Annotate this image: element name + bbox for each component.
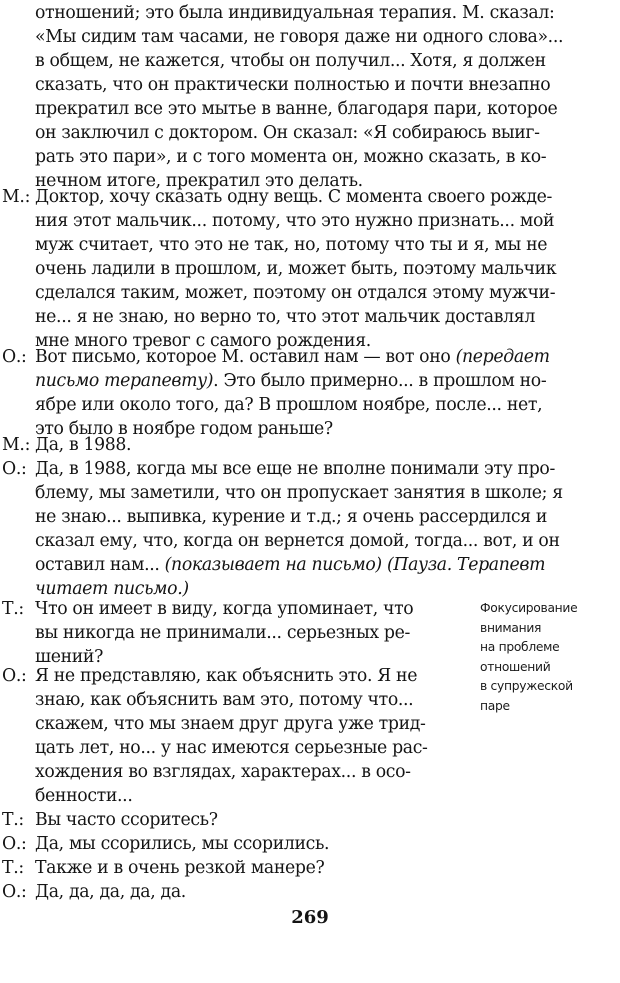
text-line: нечном итоге, прекратил это делать. [35, 171, 363, 191]
stage-direction: читает письмо.) [35, 579, 189, 599]
text-line: ябре или около того, да? В прошлом ноябре, после... нет, [35, 395, 543, 415]
text-line: мне много тревог с самого рождения. [35, 331, 371, 351]
text-line: Что он имеет в виду, когда упоминает, что [35, 599, 414, 619]
stage-direction: письмо терапевту) [35, 371, 214, 391]
text-line: «Мы сидим там часами, не говоря даже ни одного слова»... [35, 27, 564, 47]
text-line: сказал ему, что, когда он вернется домой, тогда... вот, и он [35, 531, 560, 551]
text-line: Доктор, хочу сказать одну вещь. С момента своего рожде- [35, 187, 553, 207]
speaker-label: Т.: [2, 599, 24, 619]
text-line: Да, в 1988, когда мы все еще не вполне понимали эту про- [35, 459, 555, 479]
text-line: шений? [35, 647, 104, 667]
text-line: бенности... [35, 786, 133, 806]
stage-direction: (передает [455, 347, 550, 367]
speaker-label: М.: [2, 435, 31, 455]
text-line: муж считает, что это не так, но, потому что ты и я, мы не [35, 235, 548, 255]
speaker-label: М.: [2, 187, 31, 207]
text-line: это было в ноябре годом раньше? [35, 419, 333, 439]
text-line: Да, в 1988. [35, 435, 132, 455]
text-line: письмо терапевту). Это было примерно... в прошлом но- [35, 371, 547, 391]
text-line: в общем, не кажется, чтобы он получил... Хотя, я должен [35, 51, 546, 71]
text-line: рать это пари», и с того момента он, можно сказать, в ко- [35, 147, 547, 167]
text-line: блему, мы заметили, что он пропускает занятия в школе; я [35, 483, 563, 503]
text-line: Да, да, да, да, да. [35, 882, 186, 902]
speaker-label: О.: [2, 459, 27, 479]
text-line: Вы часто ссоритесь? [35, 810, 218, 830]
text-line: знаю, как объяснить вам это, потому что... [35, 690, 414, 710]
margin-note-line: паре [480, 698, 510, 713]
margin-note-line: Фокусирование [480, 601, 578, 615]
text-line: скажем, что мы знаем друг друга уже трид- [35, 714, 426, 734]
text-line: ния этот мальчик... потому, что это нужно признать... мой [35, 211, 555, 231]
text-line: Да, мы ссорились, мы ссорились. [35, 834, 330, 854]
text-line: вы никогда не принимали... серьезных ре- [35, 623, 410, 643]
text-line: Вот письмо, которое М. оставил нам — вот оно (передает [35, 347, 550, 367]
text-line: он заключил с доктором. Он сказал: «Я собираюсь выиг- [35, 123, 540, 143]
margin-note [480, 599, 615, 716]
text-line: очень ладили в прошлом, и, может быть, поэтому мальчик [35, 259, 557, 279]
margin-note-line: в супружеской [480, 679, 573, 693]
text-line: оставил нам... (показывает на письмо) (Пауза. Терапевт [35, 555, 546, 575]
text-line: отношений; это была индивидуальная терапия. М. сказал: [35, 3, 555, 23]
text-line: не знаю... выпивка, курение и т.д.; я очень рассердился и [35, 507, 548, 527]
text-line: прекратил все это мытье в ванне, благодаря пари, которое [35, 99, 558, 119]
text-line: цать лет, но... у нас имеются серьезные рас- [35, 738, 428, 758]
text-line: сказать, что он практически полностью и почти внезапно [35, 75, 551, 95]
margin-note-line: на проблеме [480, 640, 560, 654]
speaker-label: Т.: [2, 810, 24, 830]
page-number: 269 [291, 907, 329, 928]
speaker-label: О.: [2, 882, 27, 902]
speaker-label: О.: [2, 347, 27, 367]
text-line: Также и в очень резкой манере? [35, 858, 325, 878]
text-line: Я не представляю, как объяснить это. Я не [35, 666, 418, 686]
speaker-label: О.: [2, 666, 27, 686]
margin-note-line: отношений [480, 659, 551, 674]
text-line: хождения во взглядах, характерах... в осо- [35, 762, 411, 782]
text-line: не... я не знаю, но верно то, что этот мальчик доставлял [35, 307, 535, 327]
margin-note-line: внимания [480, 620, 542, 635]
stage-direction: (показывает на письмо) (Пауза. Терапевт [164, 555, 546, 575]
text-line: сделался таким, может, поэтому он отдался этому мужчи- [35, 283, 556, 303]
speaker-label: О.: [2, 834, 27, 854]
speaker-label: Т.: [2, 858, 24, 878]
